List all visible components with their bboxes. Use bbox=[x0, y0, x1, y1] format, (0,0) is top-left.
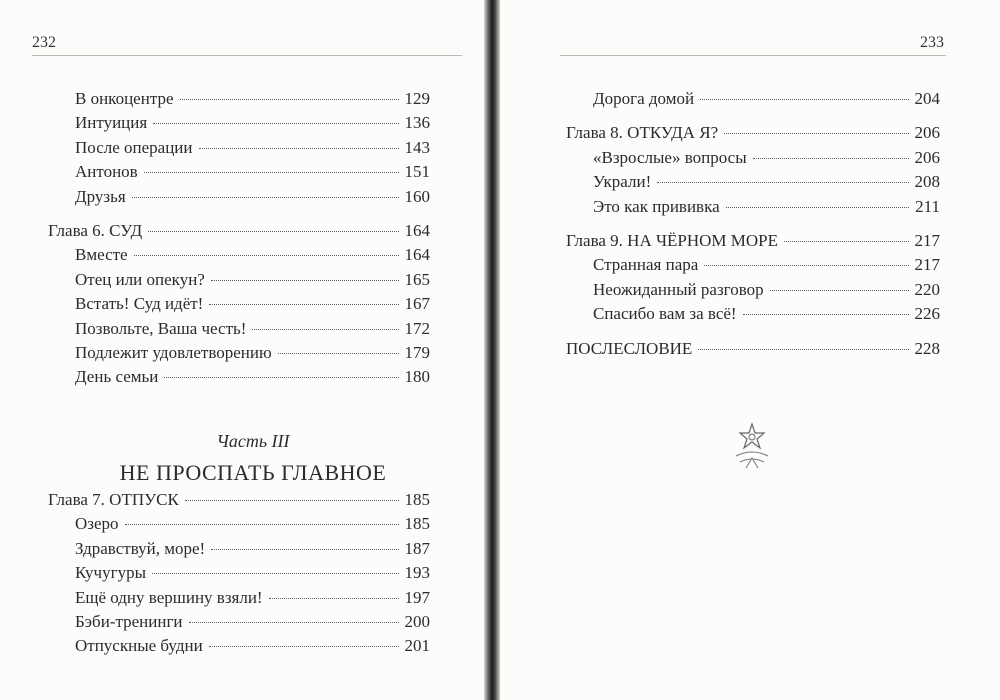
toc-entry-title: После операции bbox=[75, 137, 193, 157]
toc-entry-title: Интуиция bbox=[75, 113, 148, 133]
toc-page-number: 160 bbox=[404, 186, 430, 206]
toc-entry-title: Глава 6. СУД bbox=[48, 220, 143, 240]
toc-entry bbox=[48, 245, 430, 269]
dot-leader bbox=[698, 349, 908, 350]
dot-leader bbox=[269, 598, 399, 599]
toc-page-number: 206 bbox=[914, 123, 940, 143]
dot-leader bbox=[199, 148, 399, 149]
toc-entry bbox=[48, 563, 430, 587]
toc-list bbox=[566, 89, 940, 363]
toc-page-number: 143 bbox=[404, 137, 430, 157]
toc-entry-title: Антонов bbox=[75, 162, 138, 182]
toc-chapter-entry bbox=[566, 231, 940, 255]
toc-entry-title: Глава 8. ОТКУДА Я? bbox=[566, 123, 719, 143]
part-title: НЕ ПРОСПАТЬ ГЛАВНОЕ bbox=[119, 460, 387, 485]
toc-entry bbox=[566, 304, 940, 328]
toc-page-number: 164 bbox=[404, 245, 430, 265]
dot-leader bbox=[189, 622, 399, 623]
dot-leader bbox=[144, 172, 399, 173]
toc-page-number: 179 bbox=[404, 342, 430, 362]
toc-entry-title: В онкоцентре bbox=[75, 89, 174, 108]
dot-leader bbox=[209, 304, 398, 305]
toc-entry-title: День семьи bbox=[75, 367, 159, 387]
header-rule bbox=[560, 55, 946, 56]
page-number: 233 bbox=[920, 34, 944, 51]
toc-entry bbox=[48, 539, 430, 563]
dot-leader bbox=[148, 231, 398, 232]
toc-page-number: 180 bbox=[404, 367, 430, 387]
book-spine-gutter bbox=[484, 0, 500, 700]
dot-leader bbox=[657, 182, 908, 183]
dot-leader bbox=[134, 255, 399, 256]
toc-page-number: 228 bbox=[914, 338, 940, 358]
dot-leader bbox=[743, 314, 909, 315]
toc-entry-title: Встать! Суд идёт! bbox=[75, 294, 204, 314]
toc-page-number: 211 bbox=[915, 196, 940, 216]
toc-entry bbox=[566, 172, 940, 196]
toc-entry-title: Спасибо вам за всё! bbox=[593, 304, 737, 324]
toc-page-number: 164 bbox=[404, 220, 430, 240]
toc-entry-title: Подлежит удовлетворению bbox=[75, 342, 272, 362]
toc-page-number: 200 bbox=[404, 611, 430, 631]
toc-page-number: 165 bbox=[404, 269, 430, 289]
part-heading bbox=[48, 430, 458, 488]
toc-page-number: 226 bbox=[914, 304, 940, 324]
toc-entry-title: Вместе bbox=[75, 245, 128, 265]
toc-page-number: 172 bbox=[404, 318, 430, 338]
toc-entry bbox=[48, 343, 430, 367]
toc-entry-title: Глава 7. ОТПУСК bbox=[48, 490, 179, 509]
dot-leader bbox=[152, 573, 398, 574]
toc-entry-title: Озеро bbox=[75, 514, 119, 534]
toc-entry bbox=[48, 294, 430, 318]
toc-entry-title: Ещё одну вершину взяли! bbox=[75, 587, 263, 607]
toc-page-number: 151 bbox=[404, 162, 430, 182]
toc-entry bbox=[48, 270, 430, 294]
toc-entry bbox=[48, 113, 430, 137]
toc-entry-title: Отец или опекун? bbox=[75, 269, 205, 289]
dot-leader bbox=[252, 329, 398, 330]
toc-list bbox=[48, 490, 430, 661]
toc-entry-title: Кучугуры bbox=[75, 563, 147, 583]
dot-leader bbox=[125, 524, 399, 525]
toc-entry-title: Позвольте, Ваша честь! bbox=[75, 318, 247, 338]
toc-entry bbox=[48, 138, 430, 162]
toc-page-number: 187 bbox=[404, 538, 430, 558]
toc-entry-title: Друзья bbox=[75, 186, 126, 206]
dot-leader bbox=[704, 265, 908, 266]
toc-entry-title: Отпускные будни bbox=[75, 636, 203, 656]
toc-page-number: 201 bbox=[404, 636, 430, 656]
star-ornament-icon bbox=[732, 420, 772, 470]
toc-entry-title: Глава 9. НА ЧЁРНОМ МОРЕ bbox=[566, 230, 779, 250]
part-number: Часть III bbox=[216, 431, 290, 451]
header-rule bbox=[32, 55, 462, 56]
toc-page-number: 206 bbox=[914, 147, 940, 167]
toc-entry-title: Украли! bbox=[593, 172, 652, 192]
toc-chapter-entry bbox=[48, 490, 430, 514]
toc-entry-title: Здравствуй, море! bbox=[75, 538, 206, 558]
toc-chapter-entry bbox=[566, 123, 940, 147]
dot-leader bbox=[180, 99, 399, 100]
toc-entry bbox=[48, 319, 430, 343]
right-page bbox=[500, 0, 1000, 700]
toc-page-number: 185 bbox=[404, 514, 430, 534]
toc-entry-title: Неожиданный разговор bbox=[593, 279, 764, 299]
toc-entry-title: Странная пара bbox=[593, 255, 699, 275]
toc-entry bbox=[48, 588, 430, 612]
toc-page-number: 204 bbox=[914, 89, 940, 108]
toc-entry-title: «Взрослые» вопросы bbox=[593, 147, 747, 167]
toc-page-number: 208 bbox=[914, 172, 940, 192]
toc-page-number: 193 bbox=[404, 563, 430, 583]
toc-entry-title: ПОСЛЕСЛОВИЕ bbox=[566, 338, 693, 358]
toc-page-number: 217 bbox=[914, 255, 940, 275]
dot-leader bbox=[278, 353, 399, 354]
toc-entry bbox=[48, 636, 430, 660]
left-page bbox=[0, 0, 484, 700]
toc-list bbox=[48, 89, 430, 392]
dot-leader bbox=[164, 377, 398, 378]
dot-leader bbox=[784, 241, 908, 242]
dot-leader bbox=[726, 207, 909, 208]
toc-entry bbox=[566, 280, 940, 304]
dot-leader bbox=[211, 280, 399, 281]
toc-chapter-entry bbox=[566, 339, 940, 363]
dot-leader bbox=[185, 500, 399, 501]
toc-page-number: 185 bbox=[404, 490, 430, 509]
dot-leader bbox=[132, 197, 399, 198]
dot-leader bbox=[770, 290, 909, 291]
toc-chapter-entry bbox=[48, 221, 430, 245]
toc-entry bbox=[48, 162, 430, 186]
toc-entry bbox=[566, 89, 940, 113]
dot-leader bbox=[153, 123, 398, 124]
toc-entry bbox=[48, 612, 430, 636]
toc-page-number: 129 bbox=[404, 89, 430, 108]
toc-entry bbox=[566, 255, 940, 279]
toc-entry bbox=[566, 148, 940, 172]
toc-entry bbox=[566, 197, 940, 221]
toc-page-number: 220 bbox=[914, 279, 940, 299]
toc-page-number: 136 bbox=[404, 113, 430, 133]
page-number: 232 bbox=[32, 34, 56, 51]
toc-entry bbox=[48, 187, 430, 211]
dot-leader bbox=[724, 133, 908, 134]
dot-leader bbox=[211, 549, 398, 550]
dot-leader bbox=[209, 646, 399, 647]
toc-page-number: 217 bbox=[914, 230, 940, 250]
toc-page-number: 197 bbox=[404, 587, 430, 607]
toc-entry-title: Дорога домой bbox=[593, 89, 695, 108]
dot-leader bbox=[700, 99, 908, 100]
toc-page-number: 167 bbox=[404, 294, 430, 314]
toc-entry bbox=[48, 367, 430, 391]
toc-entry-title: Это как прививка bbox=[593, 196, 720, 216]
toc-entry bbox=[48, 89, 430, 113]
toc-entry bbox=[48, 514, 430, 538]
dot-leader bbox=[753, 158, 909, 159]
toc-entry-title: Бэби-тренинги bbox=[75, 611, 183, 631]
